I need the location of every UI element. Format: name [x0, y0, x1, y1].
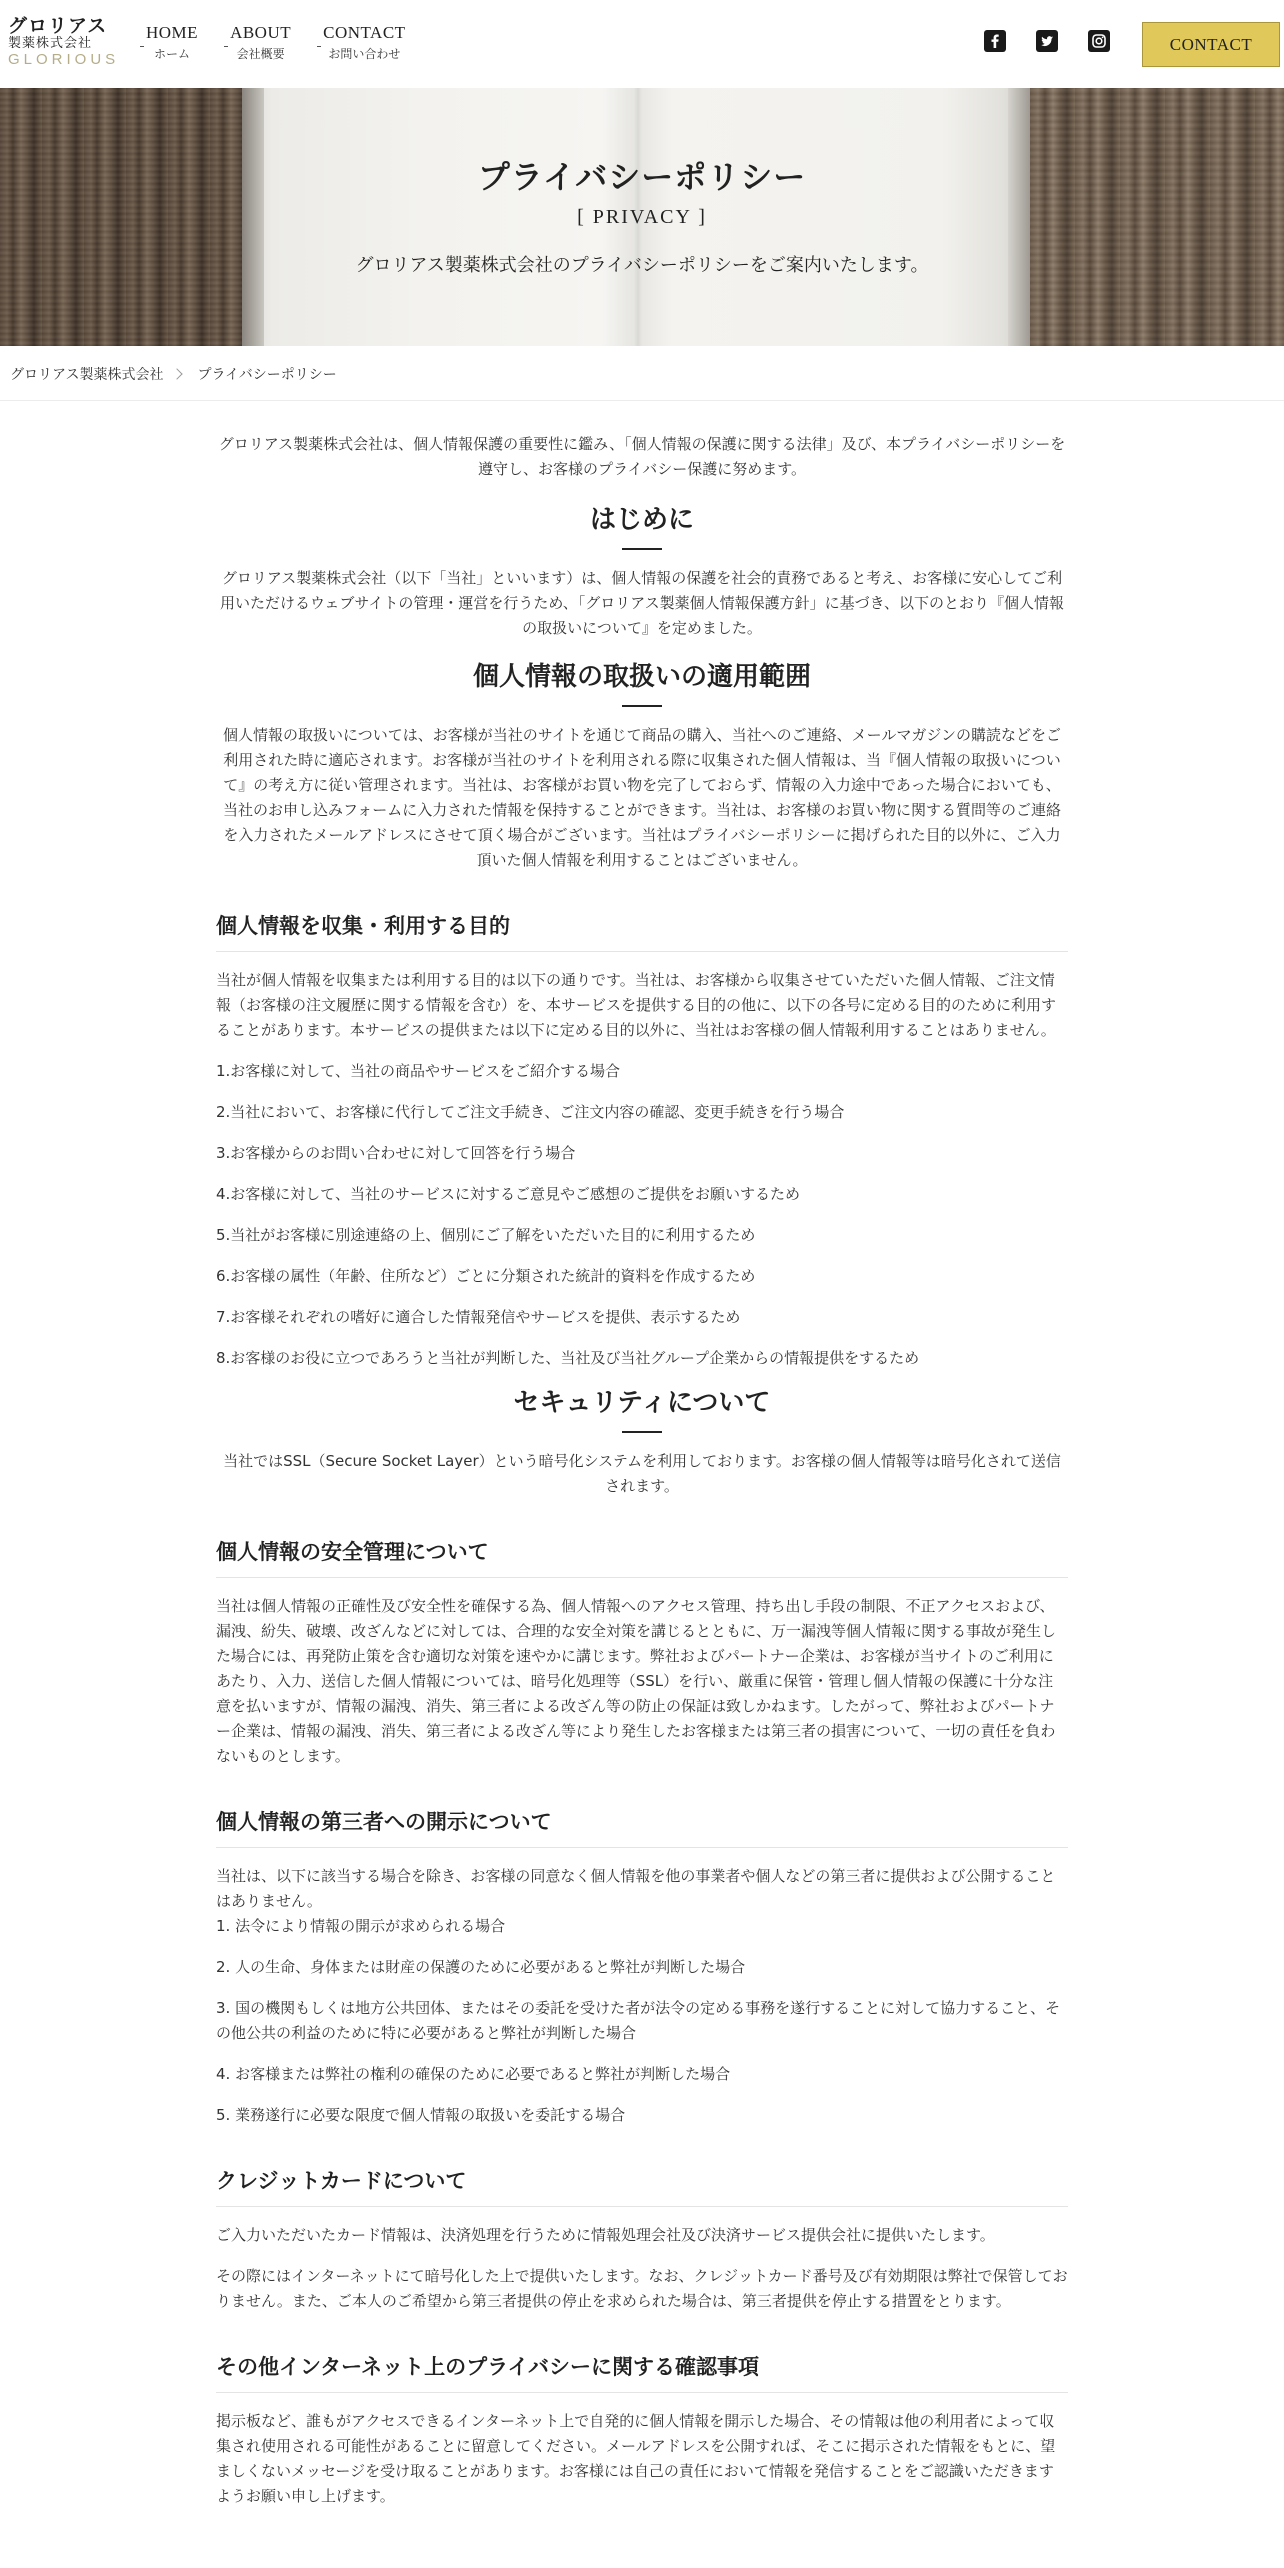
nav-item-about[interactable]: [224, 22, 291, 64]
contact-button[interactable]: CONTACT: [1142, 22, 1280, 67]
nav-item-label: HOME: [146, 23, 199, 42]
nav-item-sublabel: 会社概要: [236, 47, 285, 61]
heading-underline: [622, 705, 662, 707]
section-body: ご入力いただいたカード情報は、決済処理を行うために情報処理会社及び決済サービス提供会社に提供いたします。: [216, 2226, 995, 2244]
section-hajimeni: [216, 502, 1068, 641]
nav-item-home[interactable]: [140, 22, 198, 64]
page-description: グロリアス製薬株式会社のプライバシーポリシーをご案内いたします。: [355, 255, 929, 276]
section-body: 掲示板など、誰もがアクセスできるインターネット上で自発的に個人情報を開示した場合、その情報は他の利用者によって収集され使用される可能性があることに留意してください。メールアドレスを公開すれば、そこに掲示された情報をもとに、望ましくないメッセージを受け取ることがあります。お客様には自己の責任において情報を発信することをご認識いただきますようお願い申し上げます。: [216, 2412, 1056, 2505]
list-item: 2.当社において、お客様に代行してご注文手続き、ご注文内容の確認、変更手続きを行う場合: [216, 1103, 845, 1121]
section-body: その際にはインターネットにて暗号化した上で提供いたします。なお、クレジットカード番号及び有効期限は弊社で保管しておりません。また、ご本人のご希望から第三者提供の停止を求められた場合は、第三者提供を停止する措置をとります。: [216, 2267, 1068, 2310]
section-security: [216, 1385, 1068, 1499]
nav-item-sublabel: お問い合わせ: [328, 47, 401, 61]
section-disclosure: [216, 1807, 1068, 2128]
breadcrumb-home-link[interactable]: グロリアス製薬株式会社: [10, 367, 164, 383]
section-heading: セキュリティについて: [513, 1388, 771, 1418]
nav-item-label: ABOUT: [230, 23, 292, 42]
breadcrumb-divider: [0, 400, 1284, 401]
section-body: グロリアス製薬株式会社（以下「当社」といいます）は、個人情報の保護を社会的責務であると考え、お客様に安心してご利用いただけるウェブサイトの管理・運営を行うため、「グロリアス製薬個人情報保護方針」に基づき、以下のとおり『個人情報の取扱いについて』を定めました。: [219, 569, 1065, 637]
list-item: 5.当社がお客様に別途連絡の上、個別にご了解をいただいた目的に利用するため: [216, 1226, 756, 1244]
section-scope: [216, 659, 1068, 873]
section-purpose: [216, 911, 1068, 1371]
list-item: 1. 法令により情報の開示が求められる場合: [216, 1917, 506, 1935]
list-item: 7.お客様それぞれの嗜好に適合した情報発信やサービスを提供、表示するため: [216, 1308, 741, 1326]
facebook-icon[interactable]: [984, 30, 1006, 52]
disclosure-list: [216, 1914, 1068, 2128]
section-heading: はじめに: [589, 505, 694, 535]
section-heading: 個人情報の安全管理について: [216, 1537, 1068, 1578]
list-item: 8.お客様のお役に立つであろうと当社が判断した、当社及び当社グループ企業からの情報提供をするため: [216, 1349, 920, 1367]
section-heading: 個人情報の第三者への開示について: [216, 1807, 1068, 1848]
list-item: 3. 国の機関もしくは地方公共団体、またはその委託を受けた者が法令の定める事務を遂行することに対して協力すること、その他公共の利益のために特に必要があると弊社が判断した場合: [216, 1999, 1061, 2042]
section-body: 当社は個人情報の正確性及び安全性を確保する為、個人情報へのアクセス管理、持ち出し手段の制限、不正アクセスおよび、漏洩、紛失、破壊、改ざんなどに対しては、合理的な安全対策を講じるとともに、万一漏洩等個人情報に関する事故が発生した場合には、再発防止策を含む適切な対策を速やかに講じます。弊社およびパートナー企業は、お客様が当サイトのご利用にあたり、入力、送信した個人情報については、暗号化処理等（SSL）を行い、厳重に保管・管理し個人情報の保護に十分な注意を払いますが、情報の漏洩、消失、第三者による改ざん等の防止の保証は致しかねます。したがって、弊社およびパートナー企業は、情報の漏洩、消失、第三者による改ざん等により発生したお客様または第三者の損害について、一切の責任を負わないものとします。: [216, 1597, 1057, 1765]
logo-main-text: グロリアス: [8, 15, 108, 37]
twitter-icon[interactable]: [1036, 30, 1058, 52]
purpose-list: [216, 1059, 1068, 1371]
section-body: 個人情報の取扱いについては、お客様が当社のサイトを通じて商品の購入、当社へのご連絡、メールマガジンの購読などをご利用された時に適応されます。お客様が当社のサイトを利用される際に収集された個人情報は、当『個人情報の取扱いについて』の考え方に従い管理されます。当社は、お客様がお買い物を完了しておらず、情報の入力途中であった場合においても、当社のお申し込みフォームに入力された情報を保持することができます。当社は、お客様のお買い物に関する質問等のご連絡を入力されたメールアドレスにさせて頂く場合がございます。当社はプライバシーポリシーに掲げられた目的以外に、ご入力頂いた個人情報を利用することはございません。: [222, 726, 1062, 869]
section-other: [216, 2352, 1068, 2509]
logo-en-text: GLORIOUS: [8, 51, 120, 68]
section-card: [216, 2166, 1068, 2314]
section-body: 当社ではSSL（Secure Socket Layer）という暗号化システムを利用しております。お客様の個人情報等は暗号化されて送信されます。: [223, 1452, 1061, 1495]
hero-banner: [0, 88, 1284, 346]
intro-text: グロリアス製薬株式会社は、個人情報保護の重要性に鑑み、「個人情報の保護に関する法律」及び、本プライバシーポリシーを遵守し、お客様のプライバシー保護に努めます。: [218, 435, 1066, 478]
list-item: 1.お客様に対して、当社の商品やサービスをご紹介する場合: [216, 1062, 621, 1080]
nav-item-sublabel: ホーム: [154, 47, 191, 61]
list-item: 6.お客様の属性（年齢、住所など）ごとに分類された統計的資料を作成するため: [216, 1267, 756, 1285]
breadcrumb: [10, 364, 337, 384]
instagram-icon[interactable]: [1088, 30, 1110, 52]
section-heading: クレジットカードについて: [216, 2166, 1068, 2207]
section-safety: [216, 1537, 1068, 1769]
nav-item-contact[interactable]: [317, 22, 405, 64]
nav-item-label: CONTACT: [323, 23, 406, 42]
section-body: 当社が個人情報を収集または利用する目的は以下の通りです。当社は、お客様から収集させていただいた個人情報、ご注文情報（お客様の注文履歴に関する情報を含む）を、本サービスを提供する目的の他に、以下の各号に定める目的のために利用することがあります。本サービスの提供または以下に定める目的以外に、当社はお客様の個人情報利用することはありません。: [216, 971, 1057, 1039]
logo-sub-text: 製薬株式会社: [8, 36, 93, 51]
list-item: 5. 業務遂行に必要な限度で個人情報の取扱いを委託する場合: [216, 2106, 626, 2124]
site-logo[interactable]: [8, 16, 118, 68]
main-nav: [140, 22, 432, 64]
section-heading: その他インターネット上のプライバシーに関する確認事項: [216, 2352, 1068, 2393]
section-body: 当社は、以下に該当する場合を除き、お客様の同意なく個人情報を他の事業者や個人などの第三者に提供および公開することはありません。: [216, 1867, 1056, 1910]
list-item: 2. 人の生命、身体または財産の保護のために必要があると弊社が判断した場合: [216, 1958, 746, 1976]
section-heading: 個人情報を収集・利用する目的: [216, 911, 1068, 952]
breadcrumb-current: プライバシーポリシー: [197, 367, 337, 383]
list-item: 3.お客様からのお問い合わせに対して回答を行う場合: [216, 1144, 576, 1162]
heading-underline: [622, 548, 662, 550]
list-item: 4.お客様に対して、当社のサービスに対するご意見やご感想のご提供をお願いするため: [216, 1185, 801, 1203]
page-subtitle: [ PRIVACY ]: [577, 206, 707, 228]
policy-content: [216, 432, 1068, 2509]
list-item: 4. お客様または弊社の権利の確保のために必要であると弊社が判断した場合: [216, 2065, 731, 2083]
section-heading: 個人情報の取扱いの適用範囲: [472, 662, 811, 692]
chevron-right-icon: [172, 368, 183, 379]
page-title: プライバシーポリシー: [477, 158, 807, 196]
heading-underline: [622, 1431, 662, 1433]
site-header: [0, 0, 1284, 88]
